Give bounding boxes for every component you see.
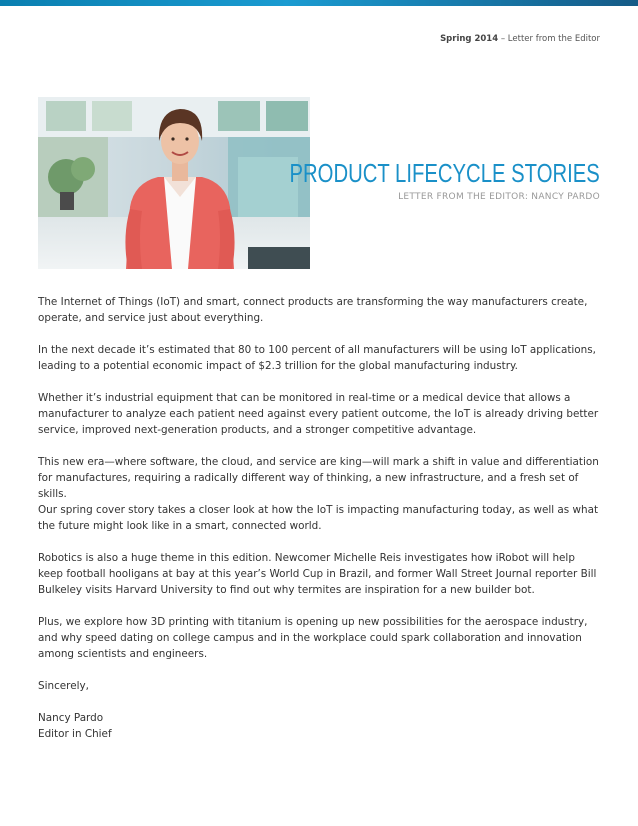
article-subtitle: LETTER FROM THE EDITOR: NANCY PARDO xyxy=(398,192,600,202)
body-paragraph: In the next decade it’s estimated that 80 to 100 percent of all manufacturers will be using IoT applications, leading to a potential economic impact of $2.3 trillion for the global manufacturing industry. xyxy=(38,344,596,372)
signoff xyxy=(38,678,602,742)
body-paragraph: Robotics is also a huge theme in this edition. Newcomer Michelle Reis investigates how iRobot will help keep football hooligans at bay at this year’s World Cup in Brazil, and former Wall Street Journal reporter Bill Bulkeley visits Harvard University to find out why termites are inspiration for a new builder bot. xyxy=(38,552,597,596)
article-title: PRODUCT LIFECYCLE STORIES xyxy=(289,158,600,188)
editor-role: Editor in Chief xyxy=(38,728,112,740)
body-paragraph: The Internet of Things (IoT) and smart, connect products are transforming the way manufacturers create, operate, and service just about everything. xyxy=(38,296,588,324)
issue-section: Letter from the Editor xyxy=(507,34,600,44)
editor-name: Nancy Pardo xyxy=(38,712,104,724)
letter-body xyxy=(38,294,602,742)
top-accent-bar xyxy=(0,0,638,6)
article-heading xyxy=(202,158,600,202)
signoff-spacer xyxy=(38,694,602,710)
body-paragraph: Our spring cover story takes a closer look at how the IoT is impacting manufacturing today, as well as what the future might look like in a smart, connected world. xyxy=(38,504,599,532)
body-paragraph: Whether it’s industrial equipment that can be monitored in real-time or a medical device that allows a manufacturer to analyze each patient need against every patient outcome, the IoT is already driving better service, improved next-generation products, and a stronger competitive advantage. xyxy=(38,392,599,436)
issue-line xyxy=(440,34,600,44)
closing: Sincerely, xyxy=(38,680,89,692)
body-paragraph: Plus, we explore how 3D printing with titanium is opening up new possibilities for the aerospace industry, and why speed dating on college campus and in the workplace could spark collaboration and innovation among scientists and engineers. xyxy=(38,616,588,660)
issue-separator: – xyxy=(500,34,506,44)
body-paragraph: This new era—where software, the cloud, and service are king—will mark a shift in value and differentiation for manufactures, requiring a radically different way of thinking, a new infrastructure, and a fresh set of skills. xyxy=(38,456,599,500)
issue-season: Spring 2014 xyxy=(440,34,499,44)
